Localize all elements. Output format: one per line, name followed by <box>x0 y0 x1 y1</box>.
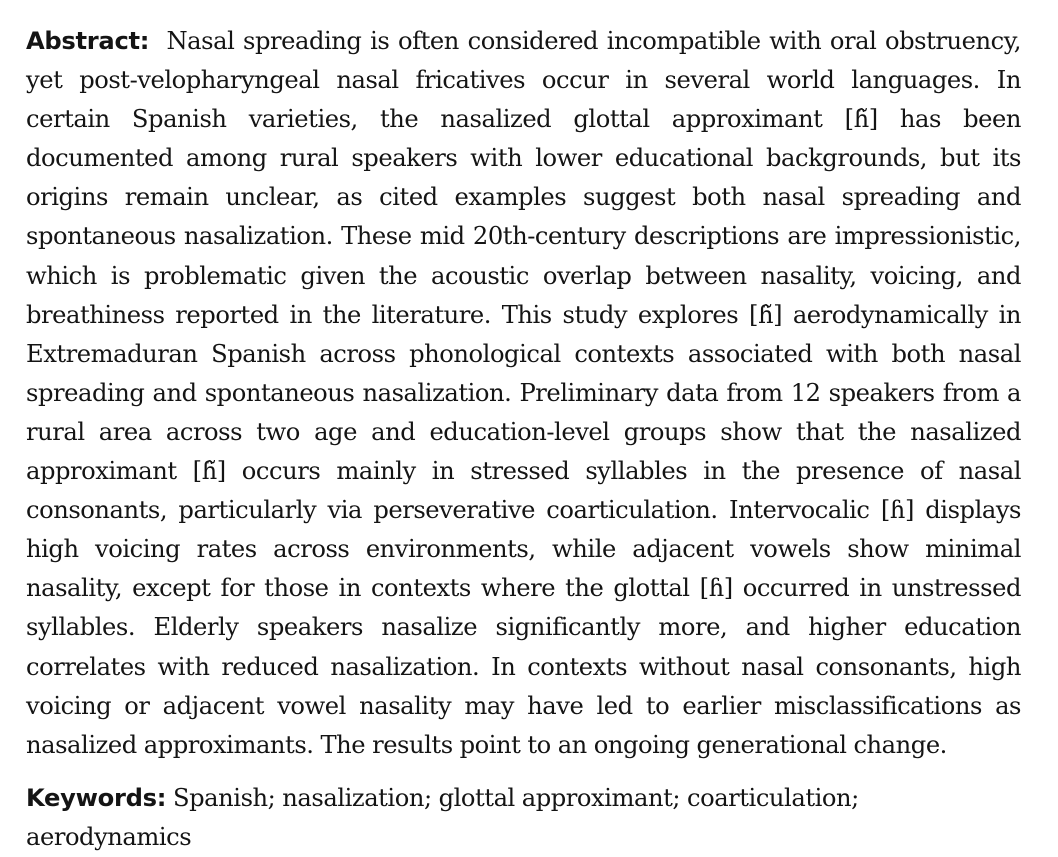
abstract-label: Abstract: <box>26 27 150 55</box>
paper-abstract-section <box>26 22 1021 857</box>
keywords-label: Keywords: <box>26 783 167 812</box>
keywords-paragraph <box>26 779 1021 857</box>
abstract-paragraph <box>26 22 1021 765</box>
abstract-text: Nasal spreading is often considered incompatible with oral obstruency, yet post-velopharyngeal nasal fricatives occur in several world languages. In certain Spanish varieties, the nasalized glottal approximant [ɦ̃] has been documented among rural speakers with lower educational backgrounds, but its origins remain unclear, as cited examples suggest both nasal spreading and spontaneous nasalization. These mid 20th-century descriptions are impressionistic, which is problematic given the acoustic overlap between nasality, voicing, and breathiness reported in the literature. This study explores [ɦ̃] aerodynamically in Extremaduran Spanish across phonological contexts associated with both nasal spreading and spontaneous nasalization. Preliminary data from 12 speakers from a rural area across two age and education-level groups show that the nasalized approximant [ɦ̃] occurs mainly in stressed syllables in the presence of nasal consonants, particularly via perseverative coarticulation. Intervocalic [ɦ] displays high voicing rates across environments, while adjacent vowels show minimal nasality, except for those in contexts where the glottal [ɦ] occurred in unstressed syllables. Elderly speakers nasalize significantly more, and higher education correlates with reduced nasalization. In contexts without nasal consonants, high voicing or adjacent vowel nasality may have led to earlier misclassifications as nasalized approximants. The results point to an ongoing generational change. <box>26 27 1021 759</box>
keywords-text: Spanish; nasalization; glottal approximant; coarticulation; aerodynamics <box>26 783 859 851</box>
